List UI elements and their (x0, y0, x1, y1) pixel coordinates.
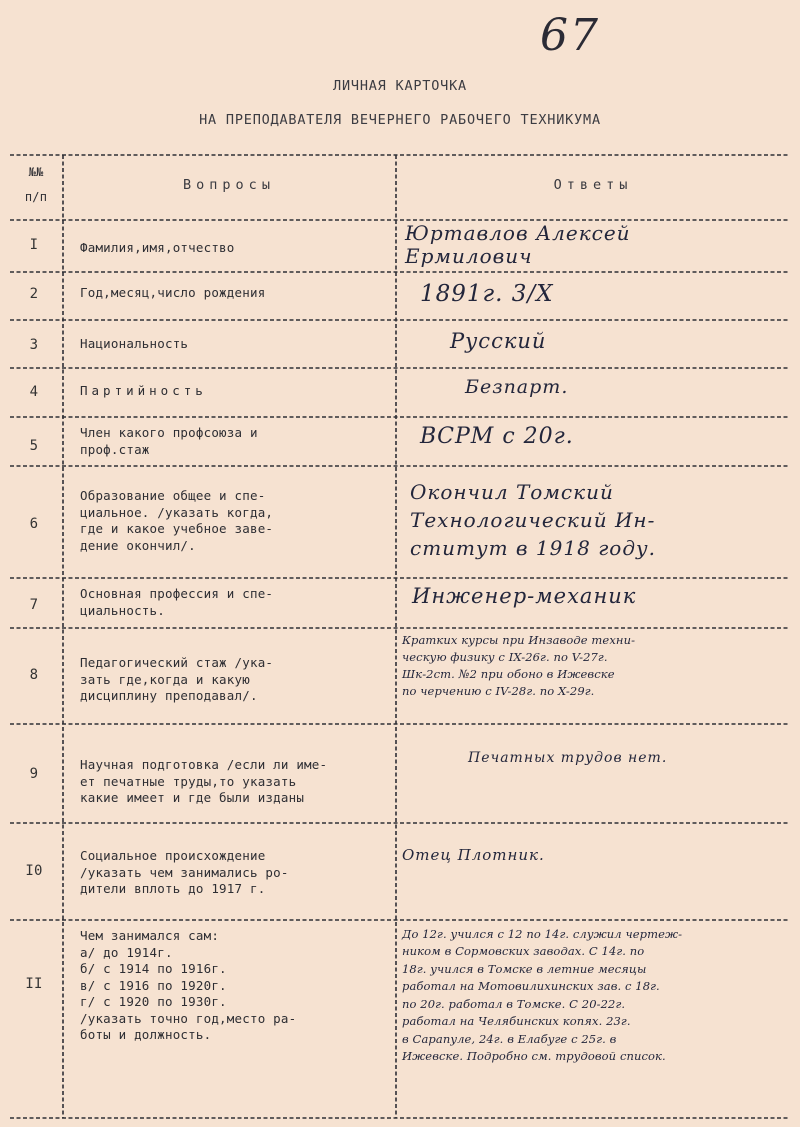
row-answer: Кратких курсы при Инзаводе техни- ческую физику с IX-26г. по V-27г. Шк-2ст. №2 при обоно в Ижевске по черчению с IV-28г. по X-29г. (402, 633, 636, 699)
row-question: Социальное происхождение /указать чем занимались ро- дители вплоть до 1917 г. (80, 848, 289, 896)
row-number: I (29, 237, 39, 253)
row-answer: 1891г. 3/X (420, 281, 554, 307)
row-number: 8 (29, 667, 39, 683)
row-number: 9 (29, 766, 39, 782)
row-answer: ВСРМ с 20г. (420, 424, 574, 449)
row-question: Член какого профсоюза и проф.стаж (80, 425, 258, 457)
row-question: Национальность (80, 336, 189, 351)
row-number: II (25, 976, 43, 992)
row-number: 7 (29, 597, 39, 613)
row-question: Научная подготовка /если ли име- ет печатные труды,то указать какие имеет и где были изданы (80, 757, 328, 805)
row-number: 5 (29, 438, 39, 454)
row-question: Педагогический стаж /ука- зать где,когда и какую дисциплину преподавал/. (80, 655, 274, 703)
number-column-header: №№ п/п (24, 165, 48, 205)
row-number: 4 (29, 384, 39, 400)
card-subtitle: НА ПРЕПОДАВАТЕЛЯ ВЕЧЕРНЕГО РАБОЧЕГО ТЕХНИКУМА (199, 112, 601, 128)
card-title: ЛИЧНАЯ КАРТОЧКА (333, 78, 467, 94)
answers-column-header: Ответы (553, 177, 633, 193)
row-answer: Безпарт. (465, 376, 569, 398)
row-answer: Юртавлов Алексей Ермилович (405, 221, 631, 268)
row-answer: Печатных трудов нет. (468, 750, 668, 766)
row-question: Партийность (80, 383, 207, 398)
row-number: 2 (29, 286, 39, 302)
row-question: Образование общее и спе- циальное. /указать когда, где и какое учебное заве- дение окончил/. (80, 488, 274, 553)
row-answer: Русский (450, 329, 547, 353)
row-number: I0 (25, 863, 43, 879)
row-number: 3 (29, 337, 39, 353)
row-number: 6 (29, 516, 39, 532)
row-question: Год,месяц,число рождения (80, 285, 266, 300)
questions-column-header: Вопросы (183, 177, 275, 193)
row-question: Фамилия,имя,отчество (80, 240, 235, 255)
row-question: Основная профессия и спе- циальность. (80, 586, 274, 618)
row-answer: До 12г. учился с 12 по 14г. служил чертеж- ником в Сормовских заводах. С 14г. по 18г. учился в Томске в летние месяцы работал на Мотовилихинских зав. с 18г. по 20г. работал в Томске. С 20-22г. работал на Челябинских копях. 23г. в Сарапуле, 24г. в Елабуге с 25г. в Ижевске. Подробно см. трудовой список. (402, 927, 683, 1064)
row-answer: Инженер-механик (412, 584, 637, 608)
row-question: Чем занимался сам: а/ до 1914г. б/ с 1914 по 1916г. в/ с 1916 по 1920г. г/ с 1920 по 1930г. /указать точно год,место ра- боты и должность. (80, 928, 297, 1042)
row-answer: Отец Плотник. (402, 846, 545, 864)
row-answer: Окончил Томский Технологический Ин- ститут в 1918 году. (410, 480, 656, 560)
page-number: 67 (540, 10, 600, 61)
